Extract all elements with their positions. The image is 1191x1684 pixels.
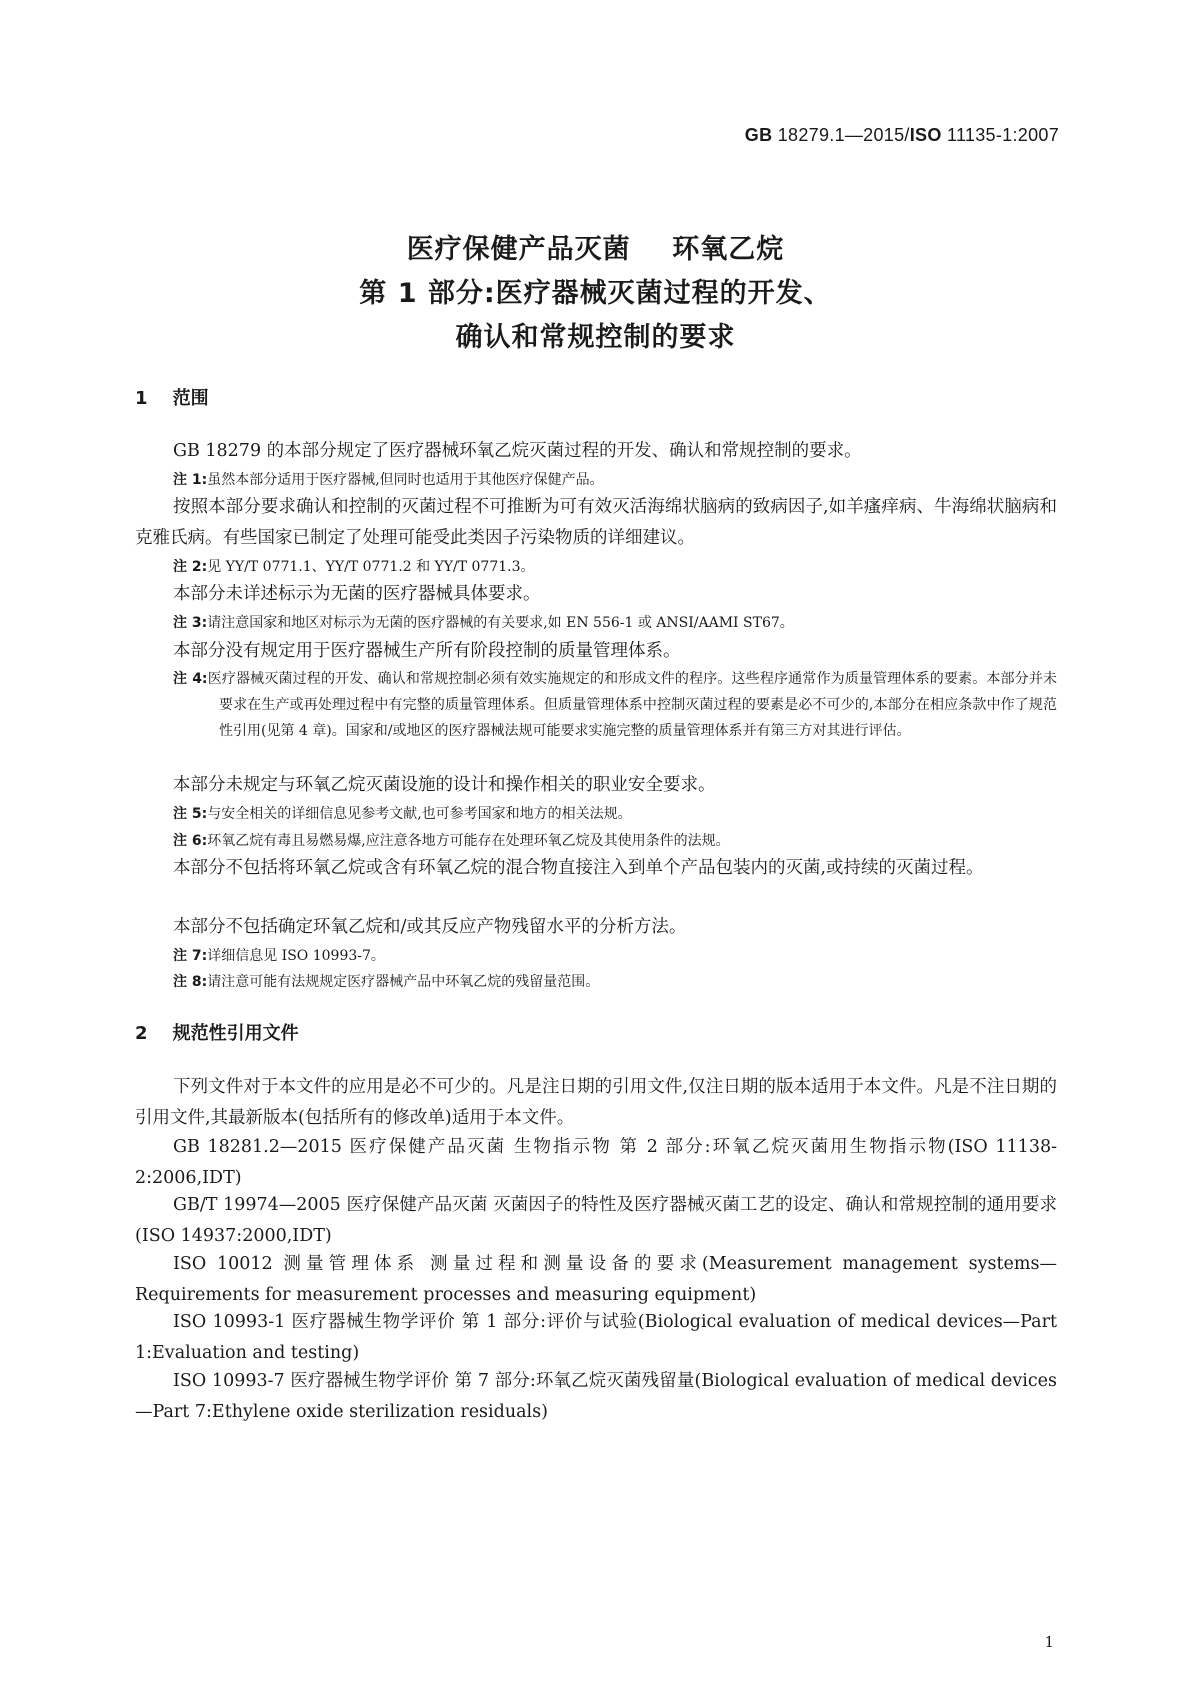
note-4 — [173, 666, 1057, 744]
reference-2: GB/T 19974—2005 医疗保健产品灭菌 灭菌因子的特性及医疗器械灭菌工艺的设定、确认和常规控制的通用要求(ISO 14937:2000,IDT) — [135, 1195, 1057, 1246]
page-number: 1 — [1044, 1633, 1054, 1651]
note-5-text: 与安全相关的详细信息见参考文献,也可参考国家和地方的相关法规。 — [207, 806, 632, 822]
section-1-paragraph-6: 本部分不包括将环氧乙烷或含有环氧乙烷的混合物直接注入到单个产品包装内的灭菌,或持续的灭菌过程。 — [173, 858, 984, 878]
note-2 — [173, 554, 1057, 580]
section-1-paragraph-4: 本部分没有规定用于医疗器械生产所有阶段控制的质量管理体系。 — [173, 641, 681, 661]
section-1-paragraph-3: 本部分未详述标示为无菌的医疗器械具体要求。 — [173, 584, 541, 604]
note-7-label: 注 7: — [173, 948, 208, 964]
note-3 — [173, 610, 1057, 636]
note-7 — [173, 943, 1057, 969]
note-1 — [173, 467, 1057, 493]
note-8-label: 注 8: — [173, 974, 208, 990]
standard-code — [745, 125, 1059, 146]
reference-4: ISO 10993-1 医疗器械生物学评价 第 1 部分:评价与试验(Biological evaluation of medical devices—Part 1:Evaluation and testing) — [135, 1312, 1057, 1363]
note-5-label: 注 5: — [173, 806, 208, 822]
reference-1: GB 18281.2—2015 医疗保健产品灭菌 生物指示物 第 2 部分:环氧乙烷灭菌用生物指示物(ISO 11138-2:2006,IDT) — [135, 1137, 1057, 1188]
note-7-text: 详细信息见 ISO 10993-7。 — [207, 948, 385, 964]
note-6-text: 环氧乙烷有毒且易燃易爆,应注意各地方可能存在处理环氧乙烷及其使用条件的法规。 — [207, 833, 730, 849]
note-5 — [173, 801, 1057, 827]
note-6 — [173, 828, 1057, 854]
note-2-text: 见 YY/T 0771.1、YY/T 0771.2 和 YY/T 0771.3。 — [207, 559, 535, 575]
note-3-text: 请注意国家和地区对标示为无菌的医疗器械的有关要求,如 EN 556-1 或 ANSI/AAMI ST67。 — [207, 615, 794, 631]
standard-code-suffix: 11135-1:2007 — [946, 125, 1059, 145]
note-8-text: 请注意可能有法规规定医疗器械产品中环氧乙烷的残留量范围。 — [207, 974, 600, 990]
section-2-heading: 2 规范性引用文件 — [135, 1023, 299, 1044]
section-1-paragraph-1: GB 18279 的本部分规定了医疗器械环氧乙烷灭菌过程的开发、确认和常规控制的要求。 — [173, 441, 862, 461]
reference-3: ISO 10012 测量管理体系 测量过程和测量设备的要求(Measurement management systems—Requirements for measurement processes and measuring equipment) — [135, 1254, 1057, 1305]
section-1-paragraph-7: 本部分不包括确定环氧乙烷和/或其反应产物残留水平的分析方法。 — [173, 917, 687, 937]
section-1-paragraph-5: 本部分未规定与环氧乙烷灭菌设施的设计和操作相关的职业安全要求。 — [173, 775, 716, 795]
note-4-text: 医疗器械灭菌过程的开发、确认和常规控制必须有效实施规定的和形成文件的程序。这些程序通常作为质量管理体系的要素。本部分并未要求在生产或再处理过程中有完整的质量管理体系。但质量管理体系中控制灭菌过程的要素是必不可少的,本部分在相应条款中作了规范性引用(见第 4 章)。国家和/或地区的医疗器械法规可能要求实施完整的质量管理体系并有第三方对其进行评估。 — [207, 671, 1057, 739]
standard-code-main: 18279.1—2015/ — [777, 125, 910, 145]
note-8 — [173, 969, 1057, 995]
document-title — [0, 228, 1191, 360]
title-line-1: 医疗保健产品灭菌 环氧乙烷 — [406, 234, 785, 265]
section-2-paragraph-1: 下列文件对于本文件的应用是必不可少的。凡是注日期的引用文件,仅注日期的版本适用于本文件。凡是不注日期的引用文件,其最新版本(包括所有的修改单)适用于本文件。 — [135, 1077, 1057, 1128]
standard-code-iso: ISO — [909, 125, 942, 145]
title-line-2: 第 1 部分:医疗器械灭菌过程的开发、 — [359, 278, 832, 309]
note-3-label: 注 3: — [173, 615, 208, 631]
title-line-3: 确认和常规控制的要求 — [455, 322, 736, 353]
note-1-text: 虽然本部分适用于医疗器械,但同时也适用于其他医疗保健产品。 — [207, 472, 604, 488]
standard-code-prefix: GB — [744, 125, 773, 145]
note-4-label: 注 4: — [173, 671, 208, 687]
note-2-label: 注 2: — [173, 559, 208, 575]
section-1-heading: 1 范围 — [135, 388, 209, 409]
note-6-label: 注 6: — [173, 833, 208, 849]
note-1-label: 注 1: — [173, 472, 208, 488]
reference-5: ISO 10993-7 医疗器械生物学评价 第 7 部分:环氧乙烷灭菌残留量(Biological evaluation of medical devices—Part 7:Ethylene oxide sterilization residuals) — [135, 1371, 1057, 1422]
section-1-paragraph-2: 按照本部分要求确认和控制的灭菌过程不可推断为可有效灭活海绵状脑病的致病因子,如羊瘙痒病、牛海绵状脑病和克雅氏病。有些国家已制定了处理可能受此类因子污染物质的详细建议。 — [135, 497, 1057, 548]
